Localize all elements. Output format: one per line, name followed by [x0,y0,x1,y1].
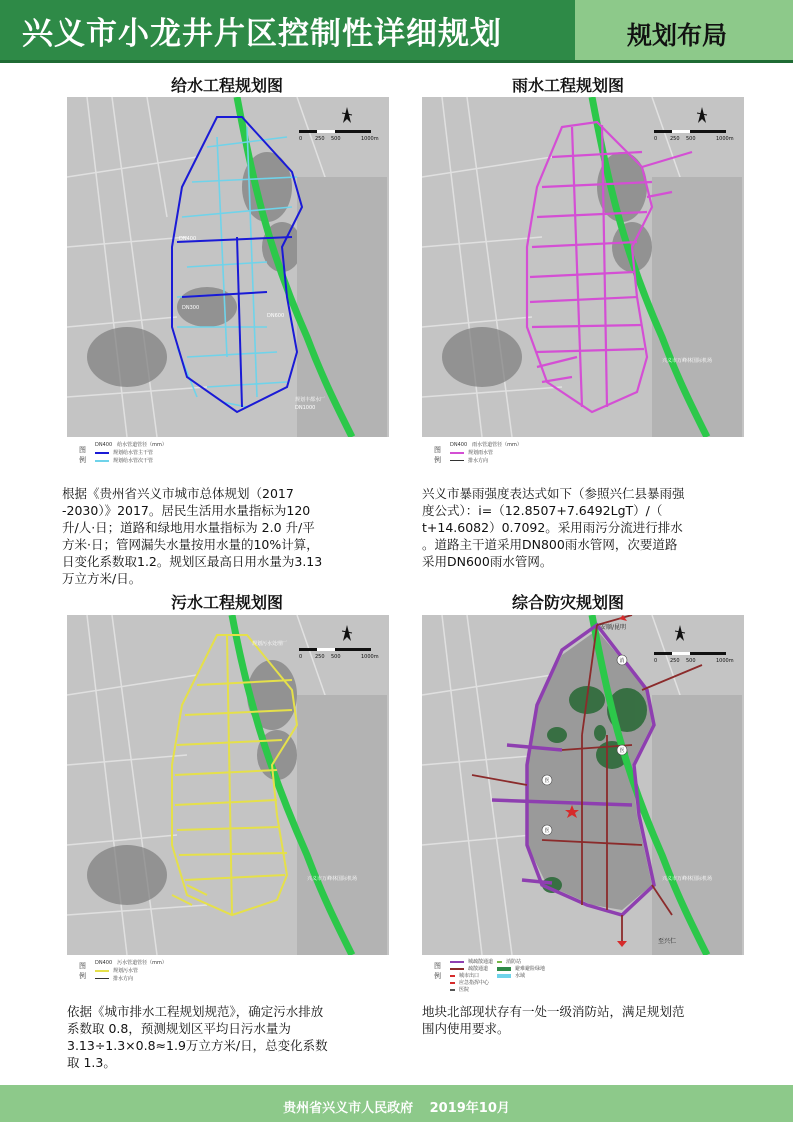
map-label-dn300: DN300 [182,305,200,311]
header-divider [0,60,793,63]
legend-item: 医院 [450,986,469,993]
map-disaster-prevention [422,615,744,955]
legend-water-supply [67,437,389,481]
legend-disaster-prevention [422,955,744,995]
storm-water-map-graphic [422,97,744,437]
map-label-xingren: 至兴仁 [658,938,677,945]
svg-text:0: 0 [654,136,658,142]
svg-text:250: 250 [315,654,325,660]
panel-title-storm-water: 雨水工程规划图 [511,76,624,95]
description-water-supply: 根据《贵州省兴义市城市总体规划（2017 -2030）》2017。居民生活用水量指标为120 升/人·日；道路和绿地用水量指标为 2.0 升/平 方米·日；管网漏失水量按用水量的10%计算， 日变化系数取1.2。规划区最高日用水量为3.13 万立方米/日。 [62,486,323,586]
legend-item: 避难避险绿地 [497,965,545,972]
svg-text:250: 250 [670,136,680,142]
legend-item: 排水方向 [450,457,488,464]
svg-text:0: 0 [654,658,658,664]
footer [0,1097,793,1116]
footer-issuer: 贵州省兴义市人民政府 [283,1101,414,1116]
map-label-anshun-kunming: 安顺/昆明 [600,624,627,631]
page-title: 兴义市小龙井片区控制性详细规划 [22,16,502,52]
panel-title-water-supply: 给水工程规划图 [170,76,283,95]
legend-heading: 图例 [79,446,86,464]
legend-heading: 图例 [79,962,86,980]
map-label-dn600: DN600 [267,313,285,319]
svg-text:500: 500 [686,658,696,664]
sewage-map-graphic [67,615,389,955]
legend-item: 规划污水管 [95,967,138,974]
legend-item: 规划雨水管 [450,449,493,456]
map-sewage [67,615,389,955]
legend-heading: 图例 [434,446,441,464]
legend-item: 水域 [497,972,525,979]
panel-title-sewage: 污水工程规划图 [170,593,283,612]
svg-text:250: 250 [670,658,680,664]
legend-item: DN400 给水管道管径（mm） [95,442,167,448]
map-label-airport: 兴义市万峰林国际机场 [662,876,713,882]
svg-text:500: 500 [686,136,696,142]
legend-item: DN400 雨水管道管径（mm） [450,442,522,448]
map-label-airport: 兴义市万峰林国际机场 [307,876,358,882]
hospital-label: 医 [544,778,550,784]
legend-item: 排水方向 [95,975,133,982]
svg-text:1000m: 1000m [716,136,734,142]
section-title: 规划布局 [627,21,728,50]
legend-item: 疏散通道 [450,965,488,972]
legend-item: 城市出口 [450,972,479,979]
svg-text:500: 500 [331,654,341,660]
legend-item: DN400 污水管道管径（mm） [95,960,167,966]
map-storm-water [422,97,744,437]
disaster-map-graphic [422,615,744,955]
svg-text:250: 250 [315,136,325,142]
description-storm-water: 兴义市暴雨强度表达式如下（参照兴仁县暴雨强 度公式）：i=（12.8507+7.6492LgT）/（ t+14.6082）0.7092。采用雨污分流进行排水 。道路主干道采用DN800雨水管网，次要道路 采用DN600雨水管网。 [422,486,685,569]
map-label-plant: 规划丰都水厂 [295,397,326,403]
panel-title-disaster-prevention: 综合防灾规划图 [511,593,624,612]
legend-item: 规划给水管主干管 [95,449,153,456]
legend-item: 规划给水管次干管 [95,457,153,464]
hospital-label: 医 [544,828,550,834]
svg-text:1000m: 1000m [361,136,379,142]
svg-text:1000m: 1000m [361,654,379,660]
legend-heading: 图例 [434,962,441,980]
map-label-dn1000: DN1000 [295,405,316,411]
legend-item: 消防站 [497,958,521,965]
map-label-sewage-plant: 规划污水处理厂 [252,641,288,647]
description-disaster-prevention: 地块北部现状存有一处一级消防站，满足规划范 围内使用要求。 [422,1004,685,1036]
footer-date: 2019年10月 [429,1101,510,1116]
legend-item: 城疏散通道 [450,958,493,965]
svg-text:0: 0 [299,654,303,660]
hospital-label: 医 [619,748,625,754]
map-label-dn400: DN400 [179,236,197,242]
water-supply-map-graphic [67,97,389,437]
svg-text:1000m: 1000m [716,658,734,664]
fire-station-label: 消 [619,658,625,664]
legend-item: 应急指挥中心 [450,979,489,986]
description-sewage: 依据《城市排水工程规划规范》，确定污水排放 系数取 0.8，预测规划区平均日污水量为 3.13÷1.3×0.8≈1.9万立方米/日，总变化系数 取 1.3。 [67,1004,328,1070]
map-water-supply [67,97,389,437]
svg-text:500: 500 [331,136,341,142]
legend-storm-water [422,437,744,481]
svg-text:0: 0 [299,136,303,142]
legend-sewage [67,955,389,995]
map-label-airport: 兴义市万峰林国际机场 [662,358,713,364]
